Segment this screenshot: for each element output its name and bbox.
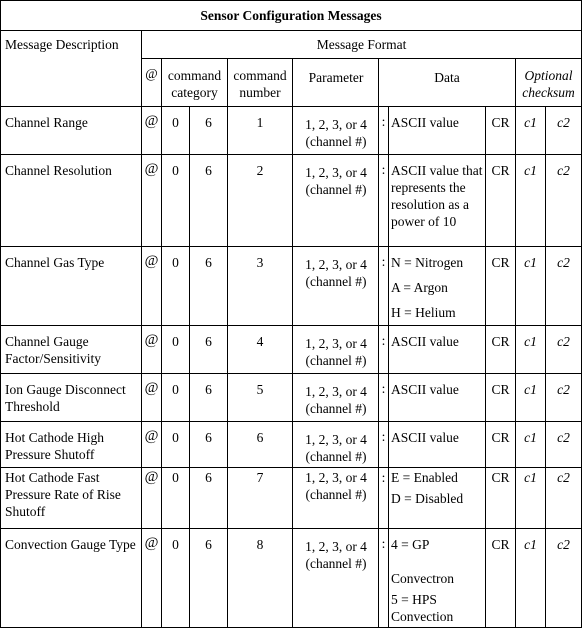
- row-data-line: E = Enabled: [391, 470, 458, 485]
- row-data-line: ASCII value that represents the resolution as a power of 10: [391, 163, 483, 229]
- table-row: [1, 468, 582, 529]
- row-parameter: 1, 2, 3, or 4 (channel #): [293, 155, 379, 247]
- row-command-number: 8: [228, 529, 293, 628]
- row-data-line: D = Disabled: [391, 491, 464, 506]
- row-cr: CR: [486, 422, 516, 468]
- row-checksum-c2: c2: [546, 422, 582, 468]
- row-data: [389, 107, 486, 155]
- row-checksum-c1: c1: [516, 374, 546, 422]
- row-category-b: 6: [190, 422, 228, 468]
- row-command-number: 2: [228, 155, 293, 247]
- row-category-b: 6: [190, 155, 228, 247]
- row-category-b: 6: [190, 529, 228, 628]
- row-checksum-c2: c2: [546, 107, 582, 155]
- table-row: [1, 107, 582, 155]
- row-data-line: ASCII value: [391, 382, 459, 397]
- row-at: @: [142, 107, 162, 155]
- row-command-number: 4: [228, 326, 293, 374]
- row-description: Convection Gauge Type: [1, 529, 142, 628]
- row-parameter: 1, 2, 3, or 4 (channel #): [293, 422, 379, 468]
- row-parameter: 1, 2, 3, or 4 (channel #): [293, 247, 379, 326]
- row-parameter: 1, 2, 3, or 4 (channel #): [293, 529, 379, 628]
- table-row: [1, 247, 582, 326]
- row-description: Ion Gauge Disconnect Threshold: [1, 374, 142, 422]
- row-checksum-c2: c2: [546, 247, 582, 326]
- row-category-a: 0: [162, 422, 190, 468]
- row-checksum-c1: c1: [516, 468, 546, 529]
- row-cr: CR: [486, 326, 516, 374]
- row-parameter: 1, 2, 3, or 4 (channel #): [293, 326, 379, 374]
- header-data: Data: [379, 59, 516, 107]
- table-row: [1, 374, 582, 422]
- row-data: [389, 468, 486, 529]
- row-cr: CR: [486, 107, 516, 155]
- row-category-b: 6: [190, 247, 228, 326]
- header-at: @: [142, 59, 162, 107]
- row-checksum-c1: c1: [516, 529, 546, 628]
- row-checksum-c2: c2: [546, 468, 582, 529]
- row-data-line: A = Argon: [391, 280, 448, 295]
- row-checksum-c2: c2: [546, 374, 582, 422]
- row-data-line: ASCII value: [391, 115, 459, 130]
- row-category-a: 0: [162, 247, 190, 326]
- row-data: [389, 374, 486, 422]
- row-data-line: H = Helium: [391, 305, 456, 320]
- row-data: [389, 247, 486, 326]
- row-checksum-c2: c2: [546, 326, 582, 374]
- row-category-b: 6: [190, 107, 228, 155]
- row-at: @: [142, 529, 162, 628]
- row-category-a: 0: [162, 326, 190, 374]
- row-category-a: 0: [162, 374, 190, 422]
- header-message-description: Message Description: [1, 31, 142, 107]
- row-data-line: ASCII value: [391, 430, 459, 445]
- row-parameter: 1, 2, 3, or 4 (channel #): [293, 374, 379, 422]
- table-title: Sensor Configuration Messages: [1, 1, 582, 31]
- row-cr: CR: [486, 247, 516, 326]
- row-description: Channel Gauge Factor/Sensitivity: [1, 326, 142, 374]
- row-colon: :: [379, 155, 389, 247]
- row-colon: :: [379, 529, 389, 628]
- row-checksum-c1: c1: [516, 247, 546, 326]
- row-at: @: [142, 326, 162, 374]
- row-colon: :: [379, 326, 389, 374]
- table-row: [1, 155, 582, 247]
- header-command-category: command category: [162, 59, 228, 107]
- row-data: [389, 529, 486, 628]
- row-command-number: 1: [228, 107, 293, 155]
- row-colon: :: [379, 374, 389, 422]
- row-checksum-c1: c1: [516, 326, 546, 374]
- row-category-a: 0: [162, 107, 190, 155]
- row-cr: CR: [486, 155, 516, 247]
- row-colon: :: [379, 468, 389, 529]
- row-checksum-c1: c1: [516, 107, 546, 155]
- row-data: [389, 155, 486, 247]
- row-colon: :: [379, 247, 389, 326]
- row-parameter: 1, 2, 3, or 4 (channel #): [293, 468, 379, 529]
- header-optional-checksum: Optional checksum: [516, 59, 582, 107]
- row-checksum-c2: c2: [546, 155, 582, 247]
- row-checksum-c1: c1: [516, 155, 546, 247]
- row-at: @: [142, 468, 162, 529]
- row-at: @: [142, 422, 162, 468]
- table-row: [1, 529, 582, 628]
- row-category-b: 6: [190, 326, 228, 374]
- row-checksum-c2: c2: [546, 529, 582, 628]
- row-cr: CR: [486, 468, 516, 529]
- header-command-number: command number: [228, 59, 293, 107]
- row-at: @: [142, 155, 162, 247]
- row-data: [389, 422, 486, 468]
- row-description: Hot Cathode High Pressure Shutoff: [1, 422, 142, 468]
- row-parameter: 1, 2, 3, or 4 (channel #): [293, 107, 379, 155]
- row-command-number: 7: [228, 468, 293, 529]
- row-data-line: 5 = HPS Convection: [391, 592, 454, 624]
- header-message-format: Message Format: [142, 31, 582, 59]
- row-cr: CR: [486, 529, 516, 628]
- row-colon: :: [379, 107, 389, 155]
- row-command-number: 6: [228, 422, 293, 468]
- row-at: @: [142, 247, 162, 326]
- row-category-b: 6: [190, 374, 228, 422]
- row-data-line: ASCII value: [391, 334, 459, 349]
- row-data-line: 4 = GP: [391, 537, 430, 552]
- row-checksum-c1: c1: [516, 422, 546, 468]
- row-description: Channel Gas Type: [1, 247, 142, 326]
- row-command-number: 3: [228, 247, 293, 326]
- row-at: @: [142, 374, 162, 422]
- row-category-a: 0: [162, 529, 190, 628]
- row-category-b: 6: [190, 468, 228, 529]
- table-row: [1, 422, 582, 468]
- row-data-line: N = Nitrogen: [391, 255, 464, 270]
- row-data-line: Convectron: [391, 571, 454, 586]
- row-description: Channel Resolution: [1, 155, 142, 247]
- row-colon: :: [379, 422, 389, 468]
- row-data: [389, 326, 486, 374]
- row-category-a: 0: [162, 468, 190, 529]
- header-parameter: Parameter: [293, 59, 379, 107]
- table-row: [1, 326, 582, 374]
- row-cr: CR: [486, 374, 516, 422]
- row-command-number: 5: [228, 374, 293, 422]
- row-description: Hot Cathode Fast Pressure Rate of Rise Shutoff: [1, 468, 142, 529]
- row-description: Channel Range: [1, 107, 142, 155]
- row-category-a: 0: [162, 155, 190, 247]
